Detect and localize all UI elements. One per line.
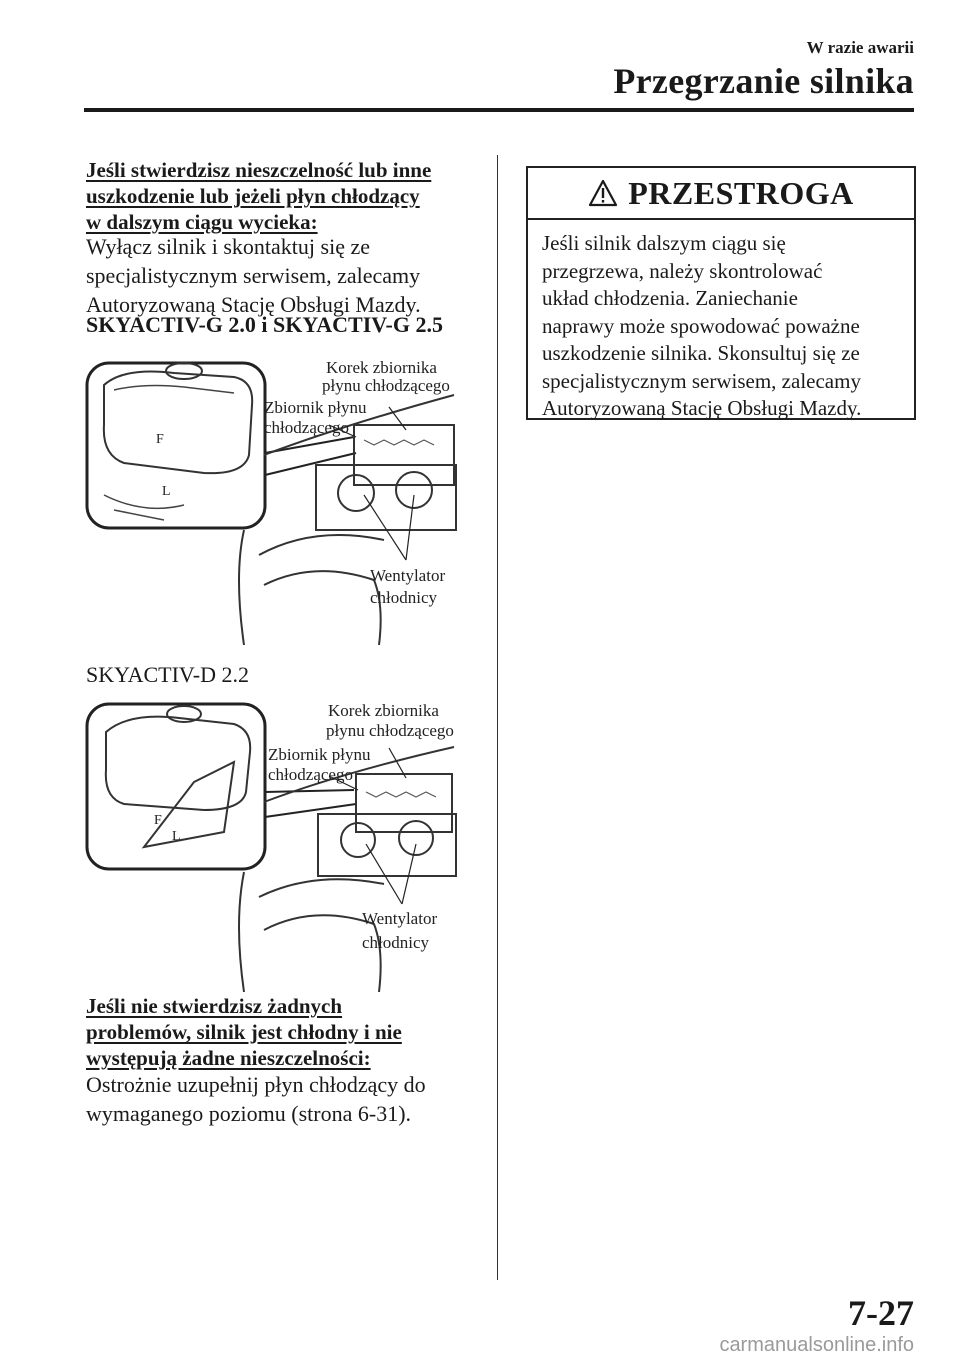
- subheading-line: występują żadne nieszczelności:: [86, 1046, 371, 1070]
- label-line: płynu chłodzącego: [322, 376, 450, 395]
- caution-line: uszkodzenie silnika. Skonsultuj się ze: [542, 341, 860, 365]
- label-line: Korek zbiornika: [326, 358, 437, 377]
- label-coolant-cap: [326, 701, 454, 740]
- subheading-line: w dalszym ciągu wycieka:: [86, 210, 318, 234]
- svg-text:F: F: [156, 432, 164, 447]
- engine-illustration: [84, 345, 494, 645]
- caution-line: Autoryzowaną Stację Obsługi Mazdy.: [542, 396, 862, 420]
- paragraph-line: Ostrożnie uzupełnij płyn chłodzący do: [86, 1072, 426, 1097]
- header-rule: [84, 108, 914, 112]
- label-line: chłodnicy: [370, 588, 438, 607]
- section-heading-petrol: SKYACTIV-G 2.0 i SKYACTIV-G 2.5: [86, 312, 443, 337]
- label-line: płynu chłodzącego: [326, 721, 454, 740]
- subheading-line: uszkodzenie lub jeżeli płyn chłodzący: [86, 184, 420, 208]
- section-heading-diesel: SKYACTIV-D 2.2: [86, 662, 249, 687]
- paragraph-line: wymaganego poziomu (strona 6-31).: [86, 1101, 412, 1126]
- svg-text:L: L: [172, 829, 181, 844]
- label-line: Wentylator: [370, 566, 446, 585]
- label-line: chłodzącego: [268, 765, 353, 784]
- label-radiator-fan: [370, 566, 449, 607]
- paragraph-line: Autoryzowaną Stację Obsługi Mazdy.: [86, 292, 421, 317]
- subheading-leak: [86, 157, 431, 235]
- caution-line: układ chłodzenia. Zaniechanie: [542, 286, 798, 310]
- paragraph-leak: [86, 232, 421, 319]
- caution-line: naprawy może spowodować poważne: [542, 313, 860, 338]
- column-divider: [497, 155, 498, 1280]
- label-line: chłodzącego: [264, 418, 349, 437]
- figure-petrol-engine: [84, 345, 494, 645]
- subheading-line: Jeśli nie stwierdzisz żadnych: [86, 994, 343, 1018]
- label-coolant-cap: [322, 358, 450, 395]
- page-title: Przegrzanie silnika: [613, 61, 914, 101]
- subheading-line: Jeśli stwierdzisz nieszczelność lub inne: [86, 158, 432, 182]
- paragraph-refill: [86, 1070, 426, 1128]
- engine-illustration: [84, 692, 494, 992]
- subheading-line: problemów, silnik jest chłodny i nie: [86, 1020, 402, 1044]
- label-coolant-tank: [268, 745, 375, 784]
- caution-box: [526, 166, 916, 420]
- caution-line: specjalistycznym serwisem, zalecamy: [542, 368, 861, 393]
- svg-text:L: L: [162, 484, 171, 499]
- subheading-no-problem: [86, 993, 402, 1071]
- label-line: Korek zbiornika: [328, 701, 439, 720]
- paragraph-line: specjalistycznym serwisem, zalecamy: [86, 263, 421, 288]
- caution-text: [528, 220, 914, 433]
- section-title: W razie awarii: [806, 38, 914, 57]
- caution-title: PRZESTROGA: [628, 174, 854, 211]
- paragraph-line: Wyłącz silnik i skontaktuj się ze: [86, 234, 370, 259]
- warning-triangle-icon: [588, 179, 618, 207]
- label-radiator-fan: [362, 909, 441, 952]
- caution-line: przegrzewa, należy skontrolować: [542, 258, 823, 283]
- svg-text:F: F: [154, 813, 162, 828]
- caution-line: Jeśli silnik dalszym ciągu się: [542, 231, 786, 255]
- caution-header: [528, 168, 914, 220]
- label-line: chłodnicy: [362, 933, 430, 952]
- page-number: 7-27: [848, 1293, 914, 1333]
- label-line: Zbiornik płynu: [264, 398, 367, 417]
- watermark: carmanualsonline.info: [719, 1334, 914, 1356]
- label-line: Zbiornik płynu: [268, 745, 371, 764]
- figure-diesel-engine: [84, 692, 494, 992]
- label-line: Wentylator: [362, 909, 438, 928]
